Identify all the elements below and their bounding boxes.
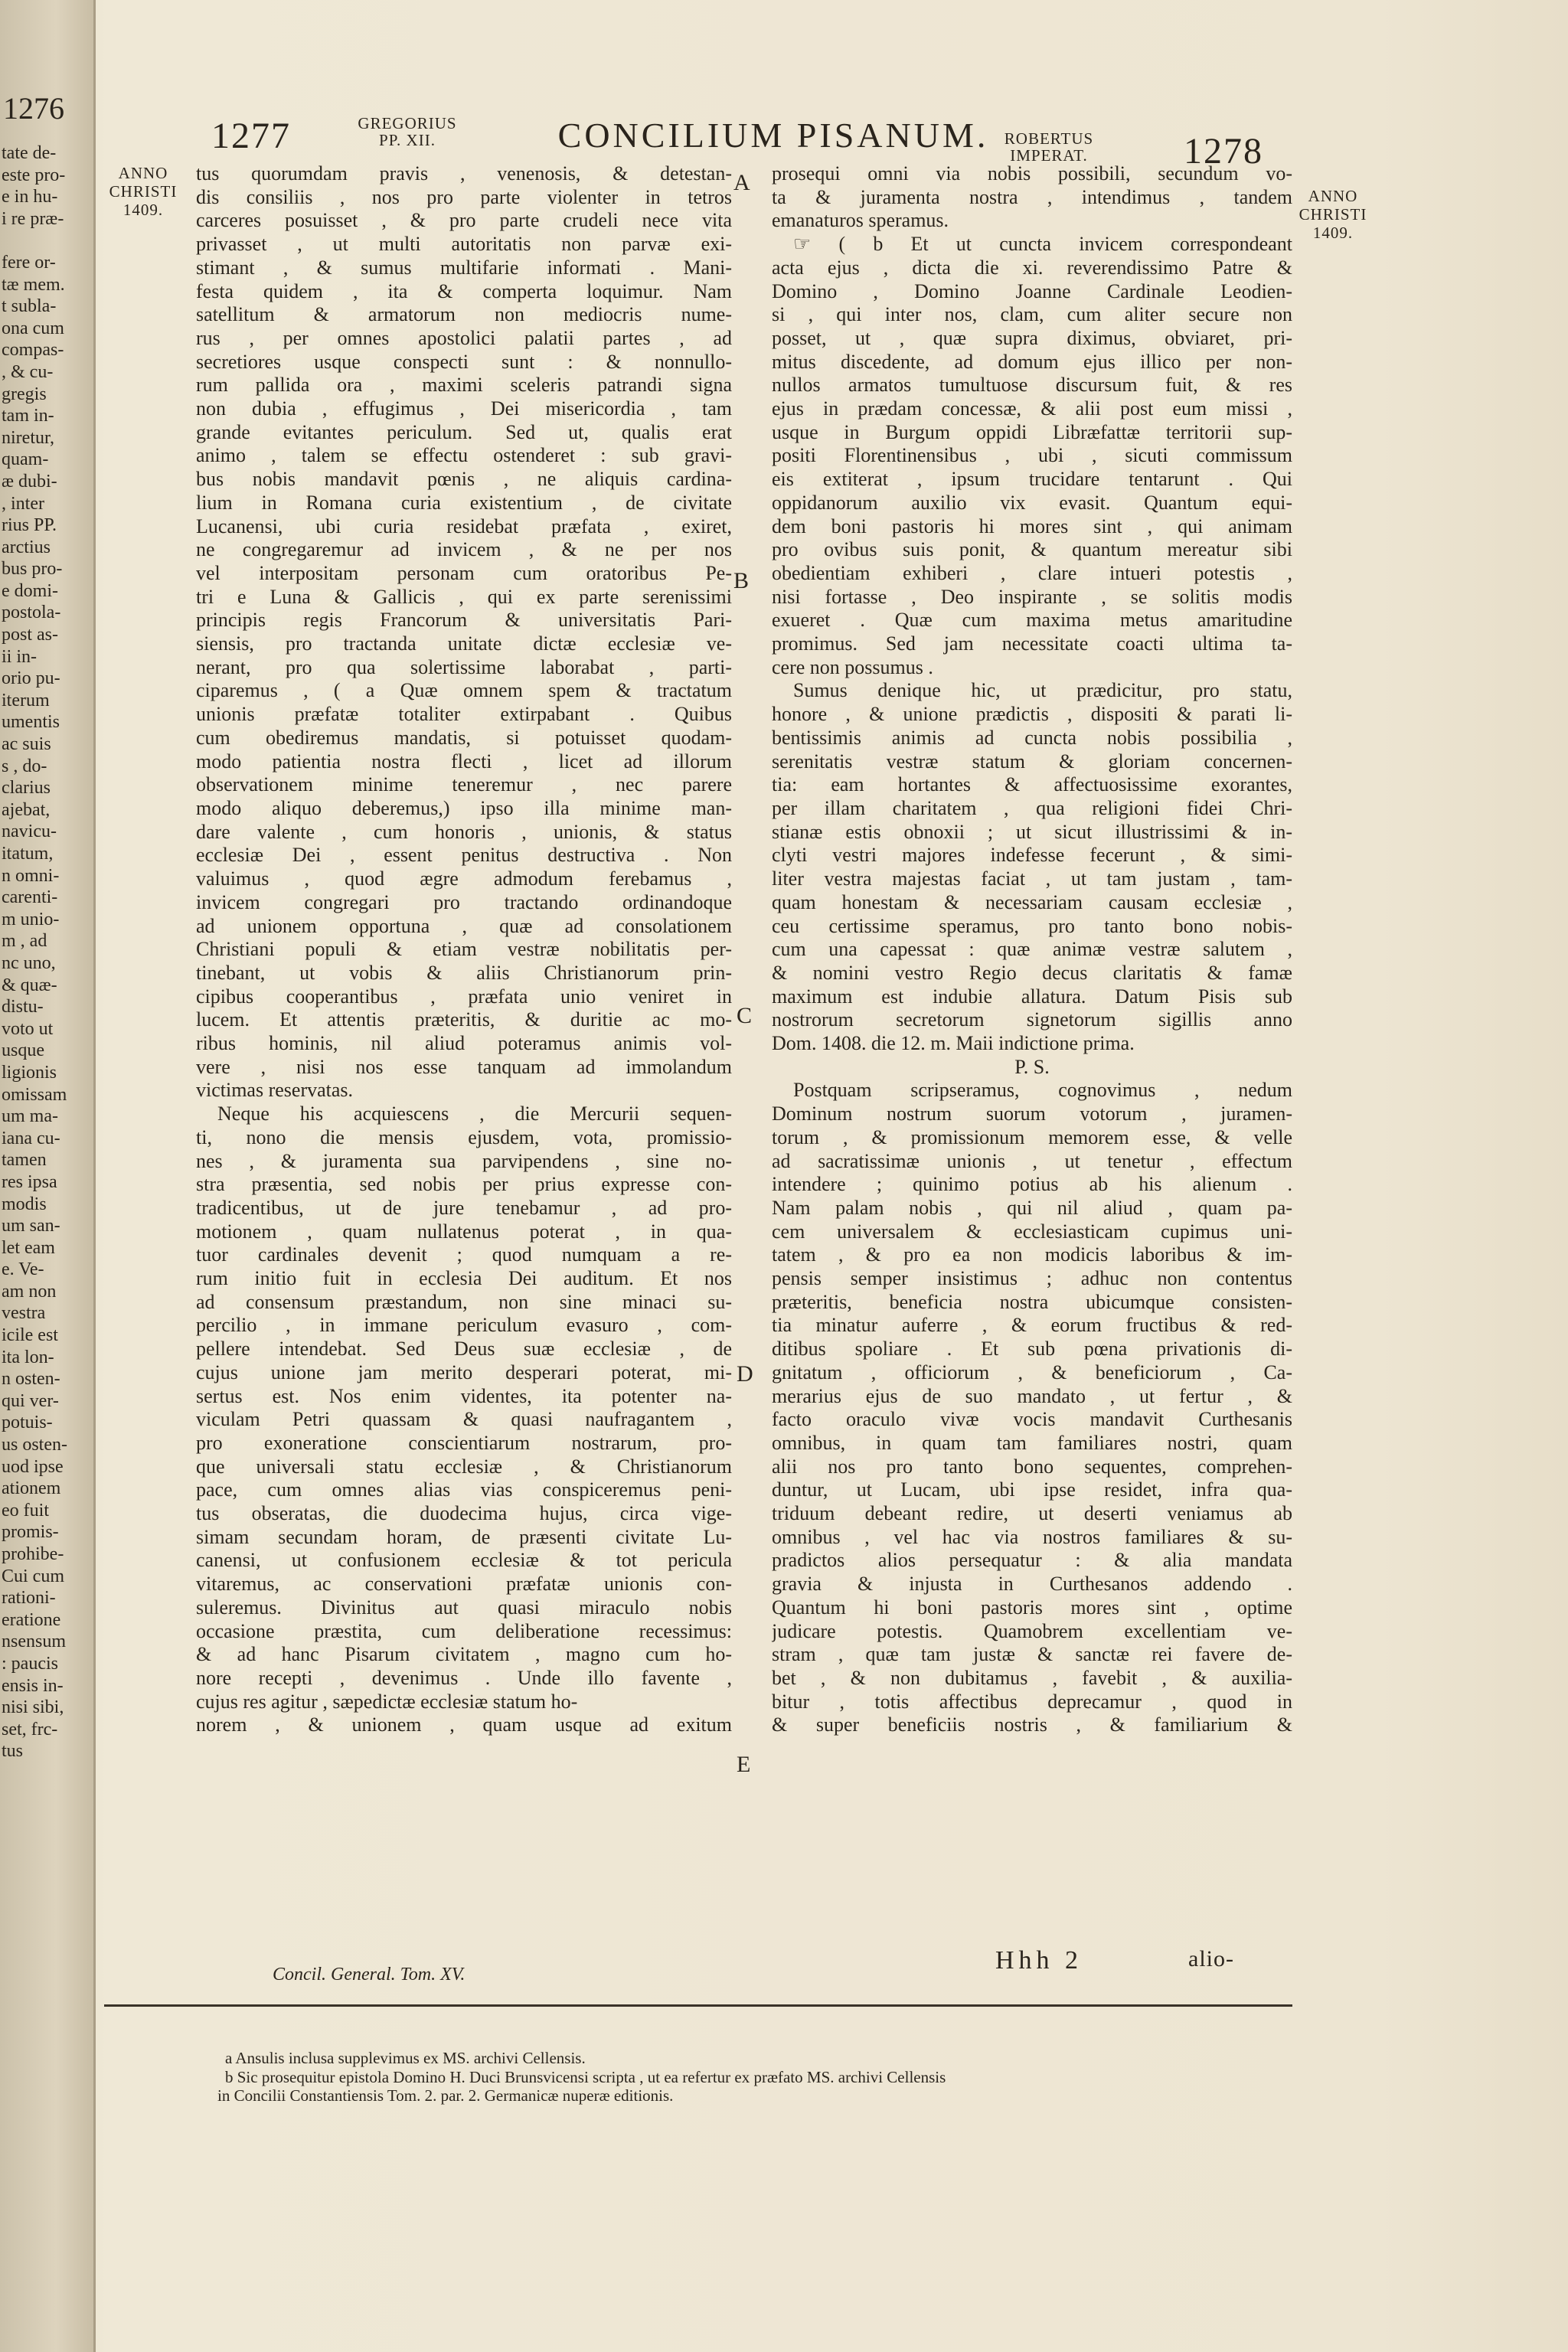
page-title: CONCILIUM PISANUM. (557, 116, 989, 155)
previous-page-line: nsensum (2, 1632, 66, 1652)
previous-page-edge (0, 0, 96, 2352)
text-line: Dom. 1408. die 12. m. Maii indictione prima. (772, 1032, 1135, 1055)
left-text-column (196, 162, 732, 1737)
text-line: Dominum nostrum suorum votorum , juramen- (772, 1102, 1292, 1125)
text-line: bus nobis mandavit pœnis , ne aliquis cardina- (196, 468, 732, 491)
previous-page-line: tam in- (2, 406, 54, 426)
text-line: invicem congregari pro tractando ordinandoque (196, 890, 732, 913)
text-line: Christiani populi & etiam vestræ nobilitatis per- (196, 938, 732, 961)
text-line: que universali statu ecclesiæ , & Christianorum (196, 1455, 732, 1478)
previous-page-line: tus (2, 1741, 24, 1762)
text-line: norem , & unionem , quam usque ad exitum (196, 1713, 732, 1736)
previous-page-line: distu- (2, 997, 44, 1018)
text-line: sertus est. Nos enim videntes, ita potenter na- (196, 1384, 732, 1407)
previous-page-line (2, 230, 92, 252)
text-line: cem universalem & ecclesiasticam cupimus uni- (772, 1220, 1292, 1243)
previous-page-line: bus pro- (2, 559, 63, 580)
text-line: stianæ estis obnoxii ; ut sicut illustrissimi & in- (772, 820, 1292, 843)
text-line: quam honestam & necessariam causam ecclesiæ , (772, 890, 1292, 913)
previous-page-line: eratione (2, 1609, 61, 1630)
previous-page-line: , & cu- (2, 361, 54, 382)
text-line: bitur , totis affectibus deprecamur , quod in (772, 1690, 1292, 1713)
text-line: viculam Petri quassam & quasi naufragantem , (196, 1408, 732, 1431)
text-line: unionis præfatæ totaliter extirpabant . Quibus (196, 703, 732, 726)
left-running-head: GREGORIUS PP. XII. (358, 114, 457, 149)
footnote-line: in Concilii Constantiensis Tom. 2. par. 2. Germanicæ nuperæ editionis. (217, 2086, 674, 2105)
text-line: principis regis Francorum & universitatis Pari- (196, 609, 732, 632)
text-line: tus quorumdam pravis , venenosis, & detestan- (196, 162, 732, 185)
text-line: merarius ejus de suo mandato , ut fertur , & (772, 1384, 1292, 1407)
previous-page-line: e domi- (2, 580, 58, 601)
previous-page-line: tæ mem. (2, 274, 65, 295)
previous-page-line: let eam (2, 1237, 55, 1258)
previous-page-line: m unio- (2, 909, 60, 929)
text-line: duntur, ut Lucam, ubi ipse residet, infra qua- (772, 1478, 1292, 1501)
text-line: tatem , & pro ea non modicis laboribus & im- (772, 1243, 1292, 1266)
previous-page-line: compas- (2, 340, 64, 361)
catchword: alio- (1188, 1946, 1234, 1971)
text-line: & nomini vestro Regio decus claritatis & famæ (772, 961, 1292, 984)
previous-page-line: us osten- (2, 1435, 67, 1455)
text-line: rum initio fuit in ecclesia Dei auditum. Et nos (196, 1267, 732, 1290)
text-line: valuimus , quod ægre admodum ferebamus , (196, 867, 732, 890)
text-line: simam secundam horam, de præsenti civitate Lu- (196, 1525, 732, 1548)
previous-page-line: nisi sibi, (2, 1697, 64, 1718)
text-line: cipibus cooperantibus , præfata unio veniret in (196, 985, 732, 1008)
previous-page-line: umentis (2, 712, 60, 733)
text-line: bentissimis animis ad cuncta nobis possibilia , (772, 726, 1292, 749)
right-running-head: ROBERTUS IMPERAT. (1004, 129, 1094, 165)
previous-page-line: usque (2, 1040, 44, 1061)
text-line: carceres posuisset , & pro parte crudeli nece vita (196, 209, 732, 232)
text-line: stimant , & sumus multifarie informati . Mani- (196, 256, 732, 279)
text-line: honore , & unione prædictis , dispositi & parati li- (772, 703, 1292, 726)
text-line: Lucanensi, ubi curia residebat præfata , exiret, (196, 514, 732, 537)
text-line: ad unionem opportuna , quæ ad consolationem (196, 914, 732, 937)
previous-page-line: ita lon- (2, 1347, 54, 1367)
previous-page-line: um san- (2, 1216, 60, 1236)
text-line: ☞ ( b Et ut cuncta invicem correspondeant (793, 233, 1292, 256)
margin-letter-d: D (737, 1361, 753, 1387)
text-line: suleremus. Divinitus aut quasi miraculo nobis (196, 1596, 732, 1619)
text-line: non dubia , effugimus , Dei misericordia , tam (196, 397, 732, 420)
right-page-number: 1278 (1184, 131, 1263, 172)
text-line: ejus in prædam concessæ, & alii post eum missi , (772, 397, 1292, 420)
text-line: Quantum hi boni pastoris mores sint , optime (772, 1596, 1292, 1619)
previous-page-line: t subla- (2, 296, 57, 317)
text-line: ceu certissime speramus, pro tanto bono nobis- (772, 914, 1292, 937)
text-line: stra præsentia, sed nobis per prius expresse con- (196, 1173, 732, 1196)
previous-page-line: Cui cum (2, 1566, 64, 1586)
text-line: Domino , Domino Joanne Cardinale Leodien- (772, 279, 1292, 302)
previous-page-line: navicu- (2, 822, 57, 842)
text-line: pro exoneratione conscientiarum nostrarum, pro- (196, 1431, 732, 1454)
text-line: mitus discedente, ad domum ejus illico per non- (772, 350, 1292, 373)
text-line: Nam palam nobis , qui nil aliud , quam pa- (772, 1196, 1292, 1219)
previous-page-line: : paucis (2, 1653, 58, 1674)
text-line: clyti vestri majores indefesse fecerunt , & simi- (772, 844, 1292, 867)
text-line: ad consensum præstandum, non sine minaci su- (196, 1290, 732, 1313)
text-line: grande evitantes periculum. Sed ut, qualis erat (196, 420, 732, 443)
previous-page-line: ationem (2, 1478, 61, 1499)
margin-letter-e: E (737, 1752, 751, 1777)
text-line: acta ejus , dicta die xi. reverendissimo Patre & (772, 256, 1292, 279)
text-line: nes , & juramenta sua parvipendens , sine no- (196, 1149, 732, 1172)
text-line: promimus. Sed jam necessitate coacti ultima ta- (772, 632, 1292, 655)
right-text-column (772, 162, 1292, 1737)
previous-page-line: nc uno, (2, 952, 56, 973)
text-line: gravia & injusta in Curthesanos addendo . (772, 1573, 1292, 1596)
text-line: tuor cardinales devenit ; quod numquam a re- (196, 1243, 732, 1266)
text-line: tinebant, ut vobis & aliis Christianorum prin- (196, 961, 732, 984)
previous-page-line: tate de- (2, 143, 57, 163)
text-line: tia minatur auferre , & eorum fructibus & red- (772, 1314, 1292, 1337)
text-line: lucem. Et attentis præteritis, & duritie ac mo- (196, 1008, 732, 1031)
previous-page-line: clarius (2, 778, 51, 799)
text-line: percilio , in immane periculum evasuro , com- (196, 1314, 732, 1337)
previous-page-line: n omni- (2, 865, 60, 886)
text-line: omnibus , vel hac via nostros familiares & su- (772, 1525, 1292, 1548)
text-line: cum una capessat : quæ animæ vestræ salutem , (772, 938, 1292, 961)
previous-page-line: e. Ve- (2, 1259, 44, 1280)
previous-page-line: ligionis (2, 1062, 57, 1083)
previous-page-number: 1276 (3, 91, 64, 126)
text-line: dare valente , cum honoris , unionis, & status (196, 820, 732, 843)
text-line: oppidanorum auxilio vix evasit. Quantum equi- (772, 491, 1292, 514)
text-line: ribus hominis, nil aliud poteramus animis vol- (196, 1032, 732, 1055)
previous-page-line: æ dubi- (2, 471, 57, 492)
previous-page-line: uod ipse (2, 1456, 64, 1477)
previous-page-line: quam- (2, 449, 49, 470)
text-line: & ad hanc Pisarum civitatem , magno cum ho- (196, 1643, 732, 1666)
text-line: pradictos alios persequatur : & alia mandata (772, 1549, 1292, 1572)
text-line: nostrorum secretorum signetorum sigillis anno (772, 1008, 1292, 1031)
text-line: nore recepti , devenimus . Unde illo favente , (196, 1667, 732, 1689)
left-page-number: 1277 (211, 116, 291, 156)
text-line: ta & juramenta nostra , intendimus , tandem (772, 185, 1292, 208)
margin-letter-a: A (733, 170, 750, 195)
previous-page-line: vestra (2, 1303, 46, 1324)
previous-page-line: res ipsa (2, 1171, 57, 1192)
previous-page-line: ensis in- (2, 1675, 64, 1696)
text-line: triduum debeant redire, ut deserti veniamus ab (772, 1502, 1292, 1525)
text-line: victimas reservatas. (196, 1079, 354, 1102)
previous-page-line: omissam (2, 1084, 67, 1105)
previous-page-line: arctius (2, 537, 51, 557)
previous-page-line: qui ver- (2, 1390, 59, 1411)
previous-page-line: postola- (2, 603, 61, 623)
footnotes (217, 2049, 1309, 2105)
previous-page-line: orio pu- (2, 668, 60, 689)
left-column-footer: Concil. General. Tom. XV. (273, 1965, 466, 1984)
previous-page-line: promis- (2, 1522, 59, 1543)
previous-page-line: fere or- (2, 252, 56, 273)
text-line: Sumus denique hic, ut prædicitur, pro statu, (793, 679, 1292, 702)
text-line: Postquam scripseramus, cognovimus , nedum (793, 1079, 1292, 1102)
text-line: tradicentibus, ut de jure tenebamur , ad pro- (196, 1196, 732, 1219)
text-line: si , qui inter nos, clam, cum aliter secure non (772, 303, 1292, 326)
text-line: maximum est indubie allatura. Datum Pisis sub (772, 985, 1292, 1008)
previous-page-line: s , do- (2, 756, 47, 776)
text-line: eis extiterat , ipsum trucidare tentarunt . Qui (772, 468, 1292, 491)
text-line: cere non possumus . (772, 655, 933, 678)
previous-page-line: am non (2, 1281, 57, 1302)
text-line: pensis semper insistimus ; adhuc non contentus (772, 1267, 1292, 1290)
previous-page-line: m , ad (2, 931, 47, 952)
text-line: pro ovibus suis ponit, & quantum mereatur sibi (772, 538, 1292, 561)
margin-letter-c: C (737, 1003, 753, 1028)
text-line: exueret . Quæ cum maxima metus amaritudine (772, 609, 1292, 632)
text-line: canensi, ut confusionem ecclesiæ & tot pericula (196, 1549, 732, 1572)
previous-page-line: & quæ- (2, 975, 57, 995)
text-line: tus obseratas, die duodecima hujus, circa vige- (196, 1502, 732, 1525)
text-line: torum , & promissionum memorem esse, & velle (772, 1125, 1292, 1148)
text-line: bet , & non dubitamus , favebit , & auxilia- (772, 1667, 1292, 1689)
previous-page-line: n osten- (2, 1369, 60, 1390)
text-line: cum obediremus mandatis, si potuisset quodam- (196, 726, 732, 749)
text-line: vel interpositam personam cum oratoribus Pe- (196, 561, 732, 584)
text-line: secretiores usque conspecti sunt : & nonnullo- (196, 350, 732, 373)
text-line: cujus res agitur , sæpedictæ ecclesiæ statum ho- (196, 1690, 578, 1713)
text-line: stram , quæ tam justæ & sanctæ rei favere de- (772, 1643, 1292, 1666)
previous-page-line: post as- (2, 625, 58, 645)
text-line: per illam charitatem , qua religioni fidei Chri- (772, 796, 1292, 819)
previous-page-line: i re præ- (2, 208, 64, 229)
text-line: judicare potestis. Quamobrem excellentiam ve- (772, 1619, 1292, 1642)
previous-page-line: iterum (2, 690, 50, 710)
text-line: intendere ; quinimo potius ab his alienum . (772, 1173, 1292, 1196)
text-line: cujus unione jam merito desperari poterat, mi- (196, 1361, 732, 1383)
previous-page-line: rationi- (2, 1588, 56, 1609)
text-line: motionem , quam nullatenus poterat , in qua- (196, 1220, 732, 1243)
text-line: ciparemus , ( a Quæ omnem spem & tractatum (196, 679, 732, 702)
text-line: modo aliquo deberemus,) ipso illa minime man- (196, 796, 732, 819)
text-line: præteritis, beneficia nostra ubicumque consisten- (772, 1290, 1292, 1313)
footnote-line: a Ansulis inclusa supplevimus ex MS. archivi Cellensis. (225, 2049, 586, 2067)
text-line: obedientiam exhiberi , clare intueri potestis , (772, 561, 1292, 584)
text-line: tri e Luna & Gallicis , qui ex parte serenissimi (196, 585, 732, 608)
text-line: facto oraculo vivæ vocis mandavit Curthesanis (772, 1408, 1292, 1431)
previous-page-line: , inter (2, 493, 44, 514)
text-line: P. S. (1014, 1055, 1050, 1078)
text-line: modo patientia nostra flecti , licet ad illorum (196, 750, 732, 773)
text-line: dis consiliis , nos pro parte violenter in tetros (196, 185, 732, 208)
text-line: privasset , ut multi autoritatis non parvæ exi- (196, 233, 732, 256)
previous-page-line: prohibe- (2, 1544, 64, 1564)
previous-page-line: ona cum (2, 318, 64, 338)
margin-letter-b: B (733, 568, 750, 593)
previous-page-line: e in hu- (2, 187, 58, 207)
previous-page-line: carenti- (2, 887, 58, 908)
anno-christi-right: ANNO CHRISTI 1409. (1298, 187, 1367, 242)
text-line: alii nos pro tanto bono sequentes, comprehen- (772, 1455, 1292, 1478)
previous-page-line: tamen (2, 1150, 47, 1171)
previous-page-line: eo fuit (2, 1500, 49, 1521)
previous-page-line: ajebat, (2, 799, 51, 820)
previous-page-line: set, frc- (2, 1719, 58, 1740)
text-line: omnibus, in quam tam familiares nostri, quam (772, 1431, 1292, 1454)
previous-page-line: iana cu- (2, 1128, 60, 1148)
previous-page-line: potuis- (2, 1413, 53, 1433)
previous-page-line: gregis (2, 384, 47, 404)
previous-page-line: itatum, (2, 844, 54, 864)
text-line: ditibus spoliare . Et sub pœna privationis di- (772, 1338, 1292, 1361)
text-line: prosequi omni via nobis possibili, secundum vo- (772, 162, 1292, 185)
text-line: positi Florentinensibus , ubi , sicuti commissum (772, 444, 1292, 467)
previous-page-line: este pro- (2, 165, 66, 185)
text-line: usque in Burgum oppidi Libræfattæ territorii sup- (772, 420, 1292, 443)
text-line: emanaturos speramus. (772, 209, 949, 232)
previous-page-line: icile est (2, 1325, 58, 1346)
text-line: satellitum & armatorum non mediocris nume- (196, 303, 732, 326)
text-line: ad sacratissimæ unionis , ut tenetur , effectum (772, 1149, 1292, 1172)
text-line: observationem minime teneremur , nec parere (196, 773, 732, 796)
text-line: siensis, pro tractanda unitate dictæ ecclesiæ ve- (196, 632, 732, 655)
text-line: festa quidem , ita & comperta loquimur. Nam (196, 279, 732, 302)
text-line: rus , per omnes apostolici palatii partes , ad (196, 326, 732, 349)
signature-mark: Hhh 2 (995, 1946, 1083, 1975)
anno-christi-left: ANNO CHRISTI 1409. (109, 164, 178, 219)
previous-page-line: ii in- (2, 646, 37, 667)
previous-page-line: um ma- (2, 1106, 58, 1127)
text-line: rum pallida ora , maximi sceleris patrandi signa (196, 374, 732, 397)
text-line: tia: eam hortantes & affectuosissime exorantes, (772, 773, 1292, 796)
text-line: liter vestra majestas faciat , ut tam justam , tam- (772, 867, 1292, 890)
text-line: vere , nisi nos esse tanquam ad immolandum (196, 1055, 732, 1078)
text-line: lium in Romana curia existentium , de civitate (196, 491, 732, 514)
previous-page-line: niretur, (2, 427, 55, 448)
previous-page-line: rius PP. (2, 515, 57, 536)
text-line: posset, ut , quæ supra diximus, obviaret, pri- (772, 326, 1292, 349)
text-line: & super beneficiis nostris , & familiarium & (772, 1713, 1292, 1736)
text-line: pellere intendebat. Sed Deus suæ ecclesiæ , de (196, 1338, 732, 1361)
text-line: ti, nono die mensis ejusdem, vota, promissio- (196, 1125, 732, 1148)
footnote-line: b Sic prosequitur epistola Domino H. Duci Brunsvicensi scripta , ut ea refertur ex præfato MS. archivi Cellensis (225, 2067, 946, 2086)
text-line: occasione præstita, cum deliberatione recessimus: (196, 1619, 732, 1642)
text-line: Neque his acquiescens , die Mercurii sequen- (217, 1102, 732, 1125)
text-line: ne congregaremur ad invicem , & ne per nos (196, 538, 732, 561)
footnote-rule (104, 2004, 1292, 2007)
previous-page-line: voto ut (2, 1018, 54, 1039)
text-line: dem boni pastoris hi mores sint , qui animam (772, 514, 1292, 537)
text-line: nerant, pro qua solertissime laborabat , parti- (196, 655, 732, 678)
text-line: nullos armatos tumultuose discursum fuit, & res (772, 374, 1292, 397)
text-line: gnitatum , officiorum , & beneficiorum , Ca- (772, 1361, 1292, 1383)
text-line: vitaremus, ac conservationi præfatæ unionis con- (196, 1573, 732, 1596)
previous-page-text (2, 142, 92, 1762)
text-line: animo , talem se effectu ostenderet : sub gravi- (196, 444, 732, 467)
previous-page-line: ac suis (2, 734, 51, 755)
text-line: pace, cum omnes alias vias conspiceremus peni- (196, 1478, 732, 1501)
previous-page-line: modis (2, 1194, 47, 1214)
text-line: ecclesiæ Dei , essent penitus destructiva . Non (196, 844, 732, 867)
text-line: serenitatis vestræ statum & gloriam concernen- (772, 750, 1292, 773)
text-line: nisi fortasse , Deo inspirante , se solitis modis (772, 585, 1292, 608)
